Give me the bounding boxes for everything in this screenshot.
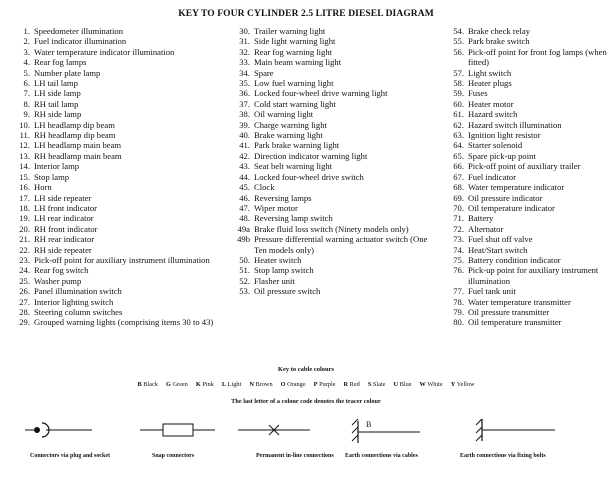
key-entry-number: 25. — [19, 275, 30, 286]
key-entry — [226, 26, 431, 36]
key-entry — [440, 307, 610, 317]
key-entry-text: Fuel tank unit — [468, 286, 516, 297]
key-entry-text: Heater motor — [468, 98, 514, 109]
key-entry-text: Charge warning light — [254, 119, 327, 130]
key-entry-number: 23. — [19, 254, 30, 265]
key-entry-text: Rear fog switch — [34, 265, 89, 276]
key-entry-number: 17. — [19, 192, 30, 203]
key-entry-number: 68. — [453, 182, 464, 193]
key-entry — [440, 172, 610, 182]
key-entry-number: 4. — [23, 57, 30, 68]
key-entry-text: Heater plugs — [468, 78, 512, 89]
cable-colour-name: Red — [349, 381, 360, 388]
cable-colour-name: Brown — [255, 381, 273, 388]
key-entry-number: 2. — [23, 36, 30, 47]
key-entry-number: 58. — [453, 78, 464, 89]
key-entry — [226, 172, 431, 182]
cable-colour-item — [222, 381, 241, 388]
key-entry-number: 16. — [19, 182, 30, 193]
cable-key-title: Key to cable colours — [277, 366, 335, 373]
key-entry — [440, 265, 610, 286]
key-entry — [226, 78, 431, 88]
key-entry — [440, 161, 610, 171]
key-entry-text: LH headlamp main beam — [34, 140, 122, 151]
key-entry-number: 63. — [453, 130, 464, 141]
cable-colour-item — [368, 381, 386, 388]
key-entry-text: Heater switch — [254, 254, 302, 265]
key-entry-text: Brake check relay — [468, 26, 531, 36]
key-entry-text: RH side lamp — [34, 109, 82, 120]
key-entry — [6, 317, 216, 327]
cable-colour-code: O — [280, 381, 286, 388]
key-entry — [440, 78, 610, 88]
cable-colour-item — [344, 381, 360, 388]
cable-colour-item — [281, 381, 306, 388]
key-entry-number: 15. — [19, 171, 30, 182]
key-entry-text: Pressure differential warning actuator switch (One Ten models only) — [254, 234, 428, 255]
key-entry-text: Locked four-wheel drive warning light — [254, 88, 388, 99]
key-entry-text: Panel illumination switch — [34, 286, 122, 297]
key-entry-text: Pick-off point for auxiliary instrument illumination — [34, 254, 210, 265]
cable-colour-name: Yellow — [456, 381, 475, 388]
page-title: KEY TO FOUR CYLINDER 2.5 LITRE DIESEL DIAGRAM — [178, 9, 434, 19]
key-entry — [6, 234, 216, 244]
key-entry-text: Alternator — [468, 223, 504, 234]
key-entry — [6, 224, 216, 234]
key-entry — [6, 120, 216, 130]
key-entry-number: 12. — [19, 140, 30, 151]
key-entry-text: Low fuel warning light — [254, 78, 334, 89]
key-entry-number: 62. — [453, 119, 464, 130]
key-entry — [440, 297, 610, 307]
key-entry-text: Brake warning light — [254, 130, 323, 141]
key-entry-number: 7. — [23, 88, 30, 99]
key-entry — [440, 88, 610, 98]
connection-symbols — [0, 415, 612, 455]
key-entry — [6, 265, 216, 275]
key-entry — [440, 36, 610, 46]
key-entry-number: 24. — [19, 265, 30, 276]
key-entry — [226, 57, 431, 67]
key-entry-text: Oil pressure transmitter — [468, 306, 550, 317]
key-entry — [226, 151, 431, 161]
key-entry-text: RH headlamp main beam — [34, 150, 122, 161]
key-entry — [226, 99, 431, 109]
key-entry — [6, 140, 216, 150]
key-entry-text: Spare — [254, 67, 274, 78]
key-entry — [440, 182, 610, 192]
key-entry-number: 39. — [239, 119, 250, 130]
key-entry-number: 50. — [239, 254, 250, 265]
cable-colour-code: K — [195, 381, 201, 388]
key-entry — [440, 109, 610, 119]
cable-colour-list — [0, 381, 612, 388]
key-entry — [6, 297, 216, 307]
key-entry-number: 1. — [23, 26, 30, 36]
key-entry-number: 46. — [239, 192, 250, 203]
key-entry-number: 66. — [453, 161, 464, 172]
key-entry — [440, 255, 610, 265]
key-entry-text: LH tail lamp — [34, 78, 78, 89]
key-entry — [6, 130, 216, 140]
key-entry-text: Oil temperature indicator — [468, 202, 555, 213]
key-entry — [440, 317, 610, 327]
key-entry-text: Interior lighting switch — [34, 296, 114, 307]
cable-colour-name: Slate — [372, 381, 386, 388]
earth-cable-label: Earth connections via cables — [345, 453, 418, 459]
key-entry — [226, 68, 431, 78]
key-entry-text: Flasher unit — [254, 275, 295, 286]
key-entry — [440, 68, 610, 78]
key-entry-number: 30. — [239, 26, 250, 36]
key-entry — [226, 193, 431, 203]
cable-colour-name: Light — [227, 381, 242, 388]
key-entry-text: Wiper motor — [254, 202, 298, 213]
cable-colour-code: S — [367, 381, 372, 388]
key-entry — [226, 120, 431, 130]
cable-colour-name: Black — [143, 381, 158, 388]
snap-connector-label: Snap connectors — [152, 453, 195, 459]
key-entry — [6, 286, 216, 296]
key-entry-number: 51. — [239, 265, 250, 276]
key-entry — [6, 78, 216, 88]
key-entry — [6, 203, 216, 213]
key-entry-text: Battery — [468, 213, 494, 224]
key-entry-number: 37. — [239, 98, 250, 109]
key-entry-text: Ignition light resistor — [468, 130, 541, 141]
key-entry-text: LH rear indicator — [34, 213, 94, 224]
key-entry-text: Fuses — [468, 88, 488, 99]
key-entry — [440, 130, 610, 140]
key-entry — [6, 26, 216, 36]
key-entry-text: Water temperature transmitter — [468, 296, 571, 307]
key-entry-text: Pick-up point for auxiliary instrument illumination — [468, 265, 599, 286]
key-entry — [6, 172, 216, 182]
key-entry — [226, 109, 431, 119]
inline-connection-symbol — [238, 425, 310, 435]
key-entry — [6, 99, 216, 109]
key-entry-number: 78. — [453, 296, 464, 307]
earth-bolt-label: Earth connections via fixing bolts — [460, 453, 546, 459]
key-entry-number: 42. — [239, 150, 250, 161]
cable-colour-name: White — [427, 381, 443, 388]
key-entry-text: Stop lamp — [34, 171, 70, 182]
key-entry-number: 56. — [453, 46, 464, 57]
key-entry-number: 19. — [19, 213, 30, 224]
key-entry-number: 35. — [239, 78, 250, 89]
key-entry-number: 28. — [19, 306, 30, 317]
key-entry — [6, 36, 216, 46]
key-entry — [6, 245, 216, 255]
cable-colour-code: U — [393, 381, 399, 388]
key-column-3 — [440, 26, 610, 328]
key-entry-number: 75. — [453, 254, 464, 265]
key-entry — [440, 140, 610, 150]
key-entry-text: Seat belt warning light — [254, 161, 333, 172]
key-entry — [226, 203, 431, 213]
key-entry-number: 26. — [19, 286, 30, 297]
key-entry-number: 47. — [239, 202, 250, 213]
key-entry-number: 67. — [453, 171, 464, 182]
key-entry — [226, 234, 431, 255]
earth-bolt-symbol — [476, 419, 555, 441]
key-entry-text: LH front indicator — [34, 202, 98, 213]
key-entry-number: 44. — [239, 171, 250, 182]
key-entry-text: Oil pressure switch — [254, 286, 321, 297]
key-entry-number: 20. — [19, 223, 30, 234]
key-entry — [226, 276, 431, 286]
key-entry-text: RH tail lamp — [34, 98, 79, 109]
key-entry-text: Hazard switch — [468, 109, 518, 120]
key-entry-text: Main beam warning light — [254, 57, 342, 68]
key-entry-text: Brake fluid loss switch (Ninety models only) — [254, 223, 409, 234]
key-entry-number: 9. — [23, 109, 30, 120]
key-entry-text: Oil warning light — [254, 109, 314, 120]
key-entry-number: 64. — [453, 140, 464, 151]
key-entry-text: Washer pump — [34, 275, 82, 286]
cable-colour-name: Orange — [287, 381, 306, 388]
key-column-1 — [6, 26, 216, 328]
cable-colour-code: B — [137, 381, 142, 388]
earth-cable-symbol — [352, 419, 420, 443]
cable-colour-item — [420, 381, 443, 388]
key-entry-text: Park brake warning light — [254, 140, 340, 151]
cable-colour-item — [451, 381, 475, 388]
key-entry-number: 21. — [19, 234, 30, 245]
key-entry-number: 48. — [239, 213, 250, 224]
key-entry — [226, 47, 431, 57]
key-entry-text: Grouped warning lights (comprising items 30 to 43) — [34, 317, 214, 328]
key-column-2 — [226, 26, 431, 297]
key-entry — [6, 151, 216, 161]
key-entry-number: 34. — [239, 67, 250, 78]
key-entry — [6, 88, 216, 98]
key-entry — [6, 161, 216, 171]
key-entry-text: Locked four-wheel drive switch — [254, 171, 364, 182]
key-entry — [226, 130, 431, 140]
key-entry-text: Number plate lamp — [34, 67, 101, 78]
key-entry-number: 43. — [239, 161, 250, 172]
key-entry-number: 45. — [239, 182, 250, 193]
cable-colour-item — [196, 381, 214, 388]
key-entry-text: Interior lamp — [34, 161, 80, 172]
key-entry — [226, 286, 431, 296]
key-entry — [226, 161, 431, 171]
key-entry-text: Clock — [254, 182, 275, 193]
key-entry — [226, 182, 431, 192]
key-entry — [6, 109, 216, 119]
key-entry-text: Fuel indicator — [468, 171, 516, 182]
key-entry-number: 6. — [23, 78, 30, 89]
key-entry-text: LH headlamp dip beam — [34, 119, 115, 130]
key-entry-number: 72. — [453, 223, 464, 234]
key-entry-number: 52. — [239, 275, 250, 286]
key-entry — [226, 224, 431, 234]
key-entry-text: RH headlamp dip beam — [34, 130, 116, 141]
key-entry-number: 31. — [239, 36, 250, 47]
key-entry-text: Speedometer illumination — [34, 26, 124, 36]
key-entry-number: 11. — [19, 130, 30, 141]
key-entry-number: 8. — [23, 98, 30, 109]
cable-colour-code: Y — [450, 381, 456, 388]
key-entry — [6, 57, 216, 67]
key-entry-number: 59. — [453, 88, 464, 99]
cable-colour-code: G — [165, 381, 171, 388]
key-entry-number: 14. — [19, 161, 30, 172]
cable-colour-code: R — [343, 381, 349, 388]
key-entry-number: 36. — [239, 88, 250, 99]
key-entry-text: Water temperature indicator illumination — [34, 46, 175, 57]
key-entry — [226, 265, 431, 275]
key-entry-number: 80. — [453, 317, 464, 328]
key-entry-text: Steering column switches — [34, 306, 123, 317]
key-entry-number: 32. — [239, 46, 250, 57]
key-entry-number: 22. — [19, 244, 30, 255]
key-entry — [6, 182, 216, 192]
key-entry-text: Park brake switch — [468, 36, 530, 47]
key-entry — [440, 213, 610, 223]
key-entry-text: Cold start warning light — [254, 98, 336, 109]
key-entry-number: 53. — [239, 286, 250, 297]
key-entry-text: Hazard switch illumination — [468, 119, 562, 130]
key-entry-number: 73. — [453, 234, 464, 245]
key-entry-number: 49a — [237, 223, 250, 234]
key-entry-text: RH rear indicator — [34, 234, 95, 245]
key-entry-number: 65. — [453, 150, 464, 161]
key-entry-number: 74. — [453, 244, 464, 255]
key-entry — [226, 36, 431, 46]
key-entry — [6, 213, 216, 223]
key-entry-text: Battery condition indicator — [468, 254, 561, 265]
key-entry — [440, 47, 610, 68]
key-entry-number: 27. — [19, 296, 30, 307]
key-entry — [6, 255, 216, 265]
key-entry — [440, 151, 610, 161]
key-entry-text: Spare pick-up point — [468, 150, 536, 161]
key-entry-text: Heat/Start switch — [468, 244, 528, 255]
key-entry-text: Stop lamp switch — [254, 265, 314, 276]
key-entry — [6, 307, 216, 317]
key-entry-number: 76. — [453, 265, 464, 276]
key-entry-number: 5. — [23, 67, 30, 78]
key-entry-number: 29. — [19, 317, 30, 328]
key-entry-number: 57. — [453, 67, 464, 78]
cable-colour-item — [394, 381, 412, 388]
key-entry-number: 77. — [453, 286, 464, 297]
key-entry — [440, 245, 610, 255]
key-entry — [226, 213, 431, 223]
key-entry-text: Horn — [34, 182, 52, 193]
key-entry-number: 49b — [237, 234, 250, 245]
key-entry-text: LH side repeater — [34, 192, 92, 203]
cable-colour-item — [314, 381, 336, 388]
key-entry-number: 3. — [23, 46, 30, 57]
key-entry-number: 38. — [239, 109, 250, 120]
key-entry-text: Water temperature indicator — [468, 182, 565, 193]
key-entry-number: 13. — [19, 150, 30, 161]
key-entry-text: Oil pressure indicator — [468, 192, 543, 203]
key-entry — [440, 203, 610, 213]
key-entry-number: 71. — [453, 213, 464, 224]
key-entry-text: LH side lamp — [34, 88, 81, 99]
key-entry — [226, 255, 431, 265]
inline-connection-label: Permanent in-line connections — [256, 453, 334, 459]
key-entry-text: Rear fog warning light — [254, 46, 333, 57]
key-entry-text: RH side repeater — [34, 244, 92, 255]
cable-colour-code: P — [313, 381, 318, 388]
tracer-note: The last letter of a colour code denotes the tracer colour — [231, 398, 381, 405]
cable-colour-name: Green — [172, 381, 188, 388]
key-entry — [440, 120, 610, 130]
key-entry — [6, 276, 216, 286]
key-entry-text: Direction indicator warning light — [254, 150, 368, 161]
key-entry-text: Reversing lamp switch — [254, 213, 333, 224]
key-entry — [440, 224, 610, 234]
key-entry-number: 79. — [453, 306, 464, 317]
cable-colour-code: N — [249, 381, 254, 388]
key-entry — [226, 140, 431, 150]
key-entry-number: 40. — [239, 130, 250, 141]
cable-colour-item — [249, 381, 272, 388]
cable-code-letter: B — [366, 420, 372, 429]
key-entry-text: Oil temperature transmitter — [468, 317, 562, 328]
key-entry-number: 33. — [239, 57, 250, 68]
key-entry-number: 18. — [19, 202, 30, 213]
key-entry — [440, 26, 610, 36]
key-entry — [440, 286, 610, 296]
cable-colour-code: W — [419, 381, 426, 388]
cable-colour-name: Pink — [202, 381, 214, 388]
cable-colour-item — [137, 381, 157, 388]
key-entry-text: Pick-off point of auxiliary trailer — [468, 161, 581, 172]
key-entry — [440, 193, 610, 203]
key-entry-text: Fuel indicator illumination — [34, 36, 127, 47]
key-entry — [440, 99, 610, 109]
key-entry-text: RH front indicator — [34, 223, 98, 234]
plug-socket-symbol — [25, 423, 92, 437]
key-entry-text: Fuel shut off valve — [468, 234, 533, 245]
key-entry-text: Pick-off point for front fog lamps (when fitted) — [468, 46, 607, 68]
cable-colour-name: Purple — [319, 381, 336, 388]
key-entry-text: Light switch — [468, 67, 512, 78]
key-entry — [226, 88, 431, 98]
plug-socket-label: Connectors via plug and socket — [30, 453, 111, 459]
key-entry — [6, 68, 216, 78]
cable-colour-item — [166, 381, 188, 388]
key-entry — [6, 193, 216, 203]
key-entry-number: 55. — [453, 36, 464, 47]
key-entry-number: 70. — [453, 202, 464, 213]
cable-colour-name: Blue — [399, 381, 412, 388]
key-entry-number: 60. — [453, 98, 464, 109]
key-entry — [6, 47, 216, 57]
key-entry-text: Trailer warning light — [254, 26, 326, 36]
cable-colour-code: L — [221, 381, 227, 388]
key-entry-number: 69. — [453, 192, 464, 203]
key-entry-number: 54. — [453, 26, 464, 36]
key-entry-number: 10. — [19, 119, 30, 130]
snap-connector-symbol — [140, 424, 215, 436]
key-entry-number: 61. — [453, 109, 464, 120]
key-entry-text: Side light warning light — [254, 36, 336, 47]
key-entry-text: Rear fog lamps — [34, 57, 87, 68]
key-entry — [440, 234, 610, 244]
key-entry-text: Reversing lamps — [254, 192, 312, 203]
key-entry-text: Starter solenoid — [468, 140, 523, 151]
key-entry-number: 41. — [239, 140, 250, 151]
